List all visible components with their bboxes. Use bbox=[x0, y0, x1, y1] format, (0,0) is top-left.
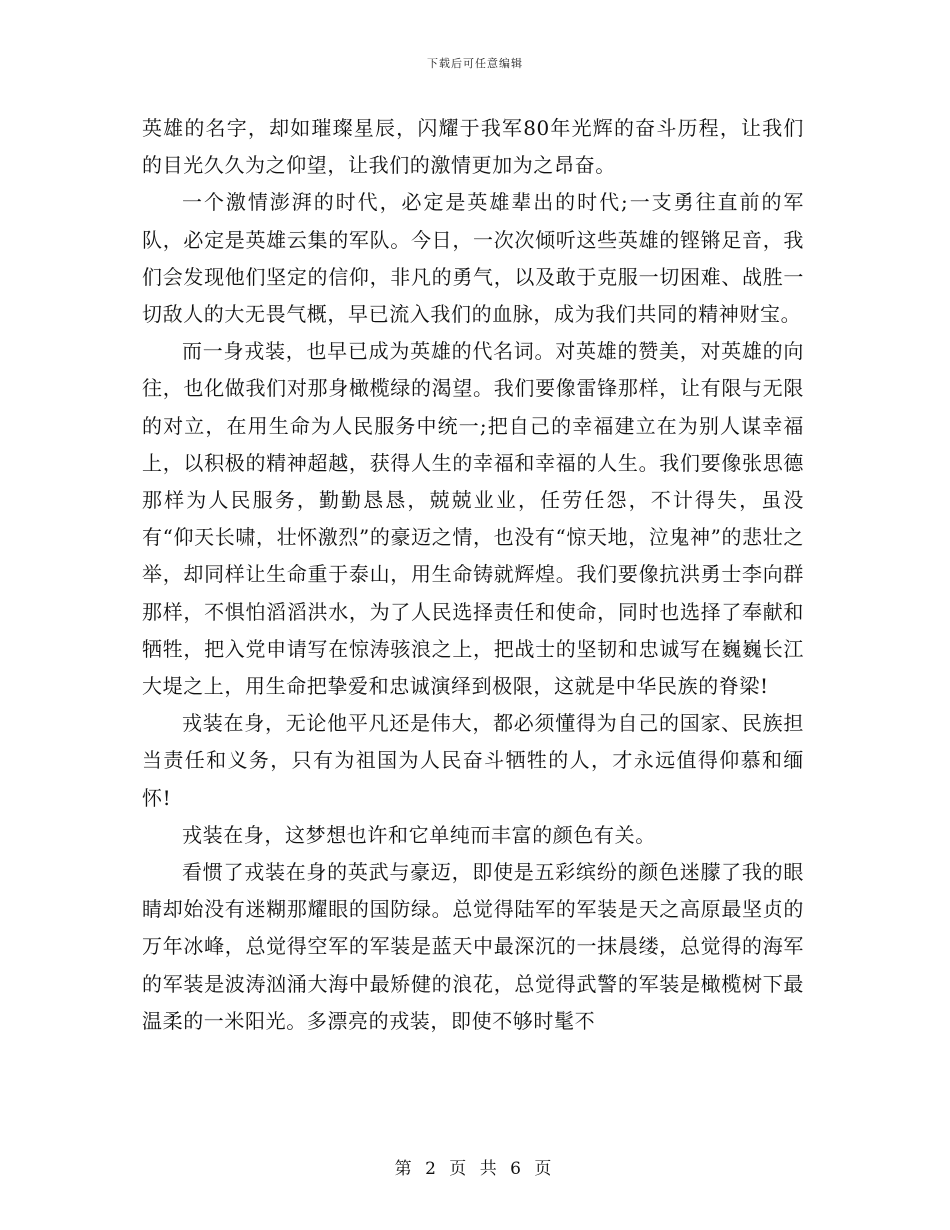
paragraph: 看惯了戎装在身的英武与豪迈，即使是五彩缤纷的颜色迷朦了我的眼睛却始没有迷糊那耀眼的国防绿。总觉得陆军的军装是天之高原最坚贞的万年冰峰，总觉得空军的军装是蓝天中最深沉的一抹晨缕，总觉得的海军的军装是波涛汹涌大海中最矫健的浪花，总觉得武警的军装是橄榄树下最温柔的一米阳光。多漂亮的戎装，即使不够时髦不 bbox=[142, 860, 804, 1033]
document-body bbox=[142, 110, 804, 1040]
paragraph: 一个激情澎湃的时代，必定是英雄辈出的时代;一支勇往直前的军队，必定是英雄云集的军队。今日，一次次倾听这些英雄的铿锵足音，我们会发现他们坚定的信仰，非凡的勇气，以及敢于克服一切困难、战胜一切敌人的大无畏气概，早已流入我们的血脉，成为我们共同的精神财宝。 bbox=[142, 190, 804, 327]
page-number-footer: 第 2 页 共 6 页 bbox=[394, 1159, 556, 1179]
paragraph: 戎装在身，无论他平凡还是伟大，都必须懂得为自己的国家、民族担当责任和义务，只有为祖国为人民奋斗牺牲的人，才永远值得仰慕和缅怀! bbox=[142, 711, 804, 810]
paragraph: 戎装在身，这梦想也许和它单纯而丰富的颜色有关。 bbox=[182, 822, 656, 847]
paragraph: 英雄的名字，却如璀璨星辰，闪耀于我军80年光辉的奋斗历程，让我们的目光久久为之仰望，让我们的激情更加为之昂奋。 bbox=[142, 116, 804, 178]
paragraph: 而一身戎装，也早已成为英雄的代名词。对英雄的赞美，对英雄的向往，也化做我们对那身橄榄绿的渴望。我们要像雷锋那样，让有限与无限的对立，在用生命为人民服务中统一;把自己的幸福建立在为别人谋幸福上，以积极的精神超越，获得人生的幸福和幸福的人生。我们要像张思德那样为人民服务，勤勤恳恳，兢兢业业，任劳任怨，不计得失，虽没有“仰天长啸，壮怀激烈”的豪迈之情，也没有“惊天地，泣鬼神”的悲壮之举，却同样让生命重于泰山，用生命铸就辉煌。我们要像抗洪勇士李向群那样，不惧怕滔滔洪水，为了人民选择责任和使命，同时也选择了奉献和牺牲，把入党申请写在惊涛骇浪之上，把战士的坚韧和忠诚写在巍巍长江大堤之上，用生命把挚爱和忠诚演绎到极限，这就是中华民族的脊梁! bbox=[142, 339, 804, 699]
page-header: 下载后可任意编辑 bbox=[427, 57, 523, 70]
